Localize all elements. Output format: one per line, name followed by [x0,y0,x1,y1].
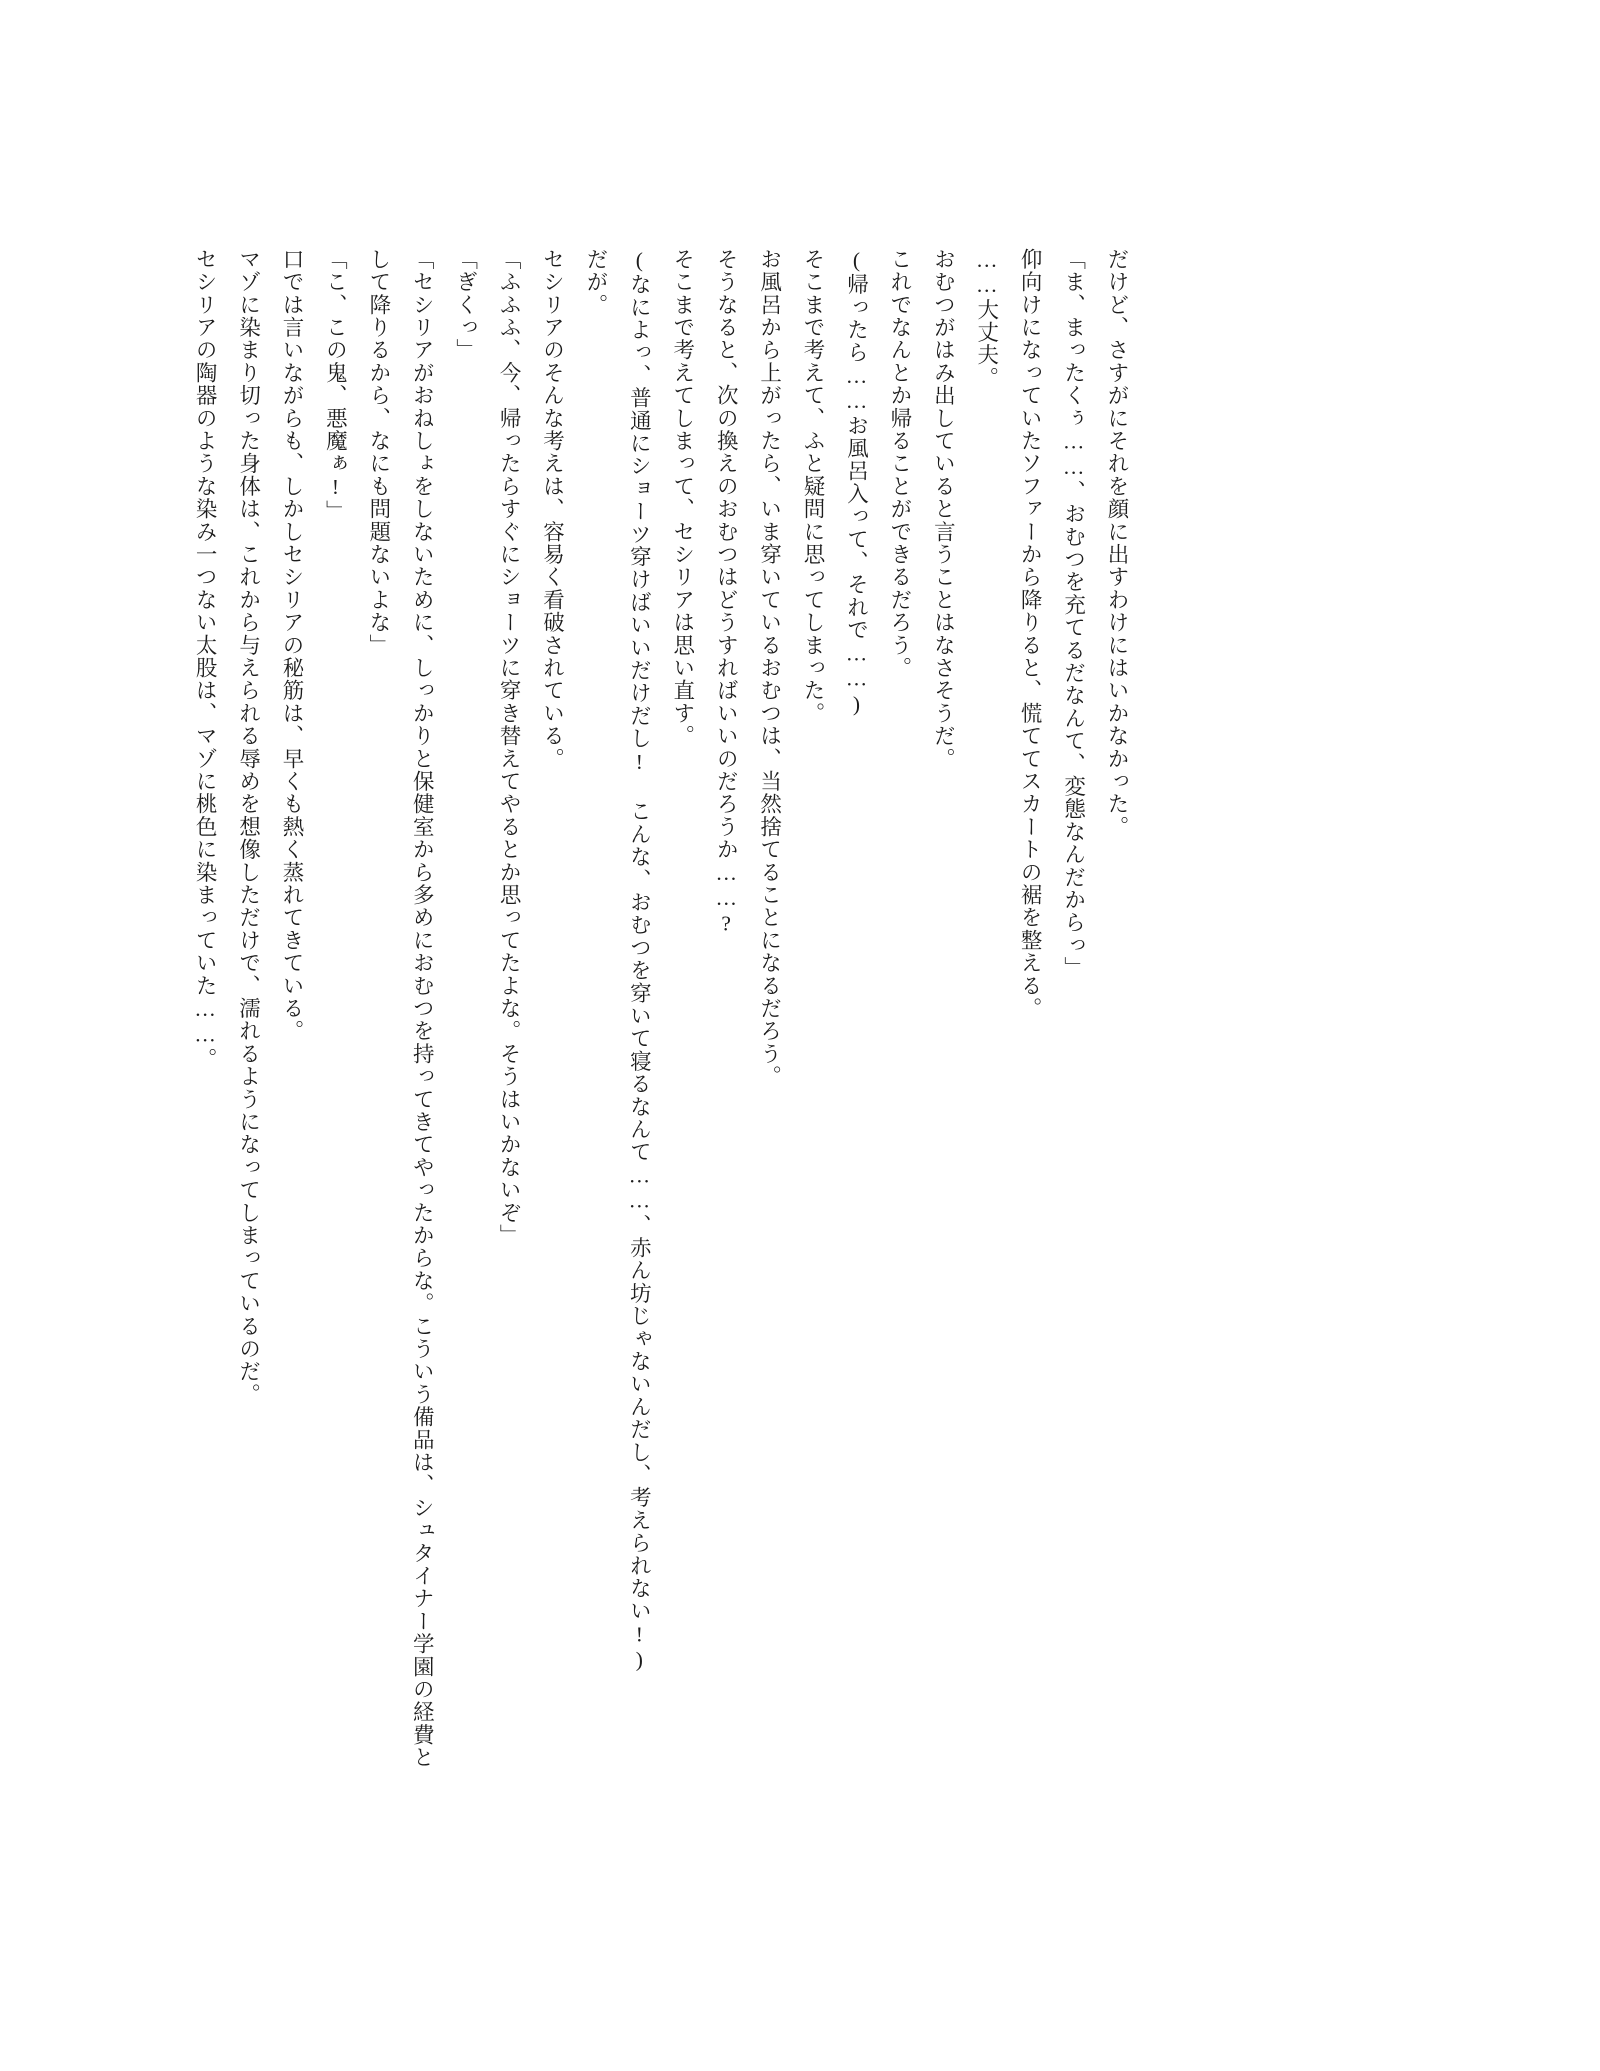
paragraph: 「ま、まったくぅ……、おむつを充てるだなんて、変態なんだからっ」 [1061,248,1086,980]
paragraph: これでなんとか帰ることができるだろう。 [887,248,912,680]
paragraph: マゾに染まり切った身体は、これから与えられる辱めを想像しただけで、濡れるようになってしまっているのだ。 [236,248,261,1406]
paragraph: そこまで考えてしまって、セシリアは思い直す。 [670,248,695,748]
novel-body-text [193,248,1138,1788]
paragraph: 「セシリアがおねしょをしないために、しっかりと保健室から多めにおむつを持ってきてやったからな。こういう備品は、シュタイナー学園の経費として降りるから、なにも問題ないよな」 [366,248,435,1769]
paragraph: 仰向けになっていたソファーから降りると、慌ててスカートの裾を整える。 [1018,248,1043,1020]
paragraph: セシリアの陶器のような染み一つない太股は、マゾに桃色に染まっていた……。 [193,248,218,1071]
paragraph: そうなると、次の換えのおむつはどうすればいいのだろうか……? [714,248,739,937]
paragraph: 「ふふふ、今、帰ったらすぐにショーツに穿き替えてやるとか思ってたよな。そうはいかないぞ」 [497,248,522,1247]
paragraph: (帰ったら……お風呂入って、それで……) [844,248,869,717]
paragraph: (なによっ、普通にショーツ穿けばいいだけだし! こんな、おむつを穿いて寝るなんて……、赤ん坊じゃないんだし、考えられない!) [627,248,652,1673]
paragraph: おむつがはみ出していると言うことはなさそうだ。 [931,248,956,771]
paragraph: だが。 [583,248,608,317]
paragraph: お風呂から上がったら、いま穿いているおむつは、当然捨てることになるだろう。 [757,248,782,1088]
paragraph: ……大丈夫。 [974,248,999,390]
paragraph: セシリアのそんな考えは、容易く看破されている。 [540,248,565,771]
paragraph: だけど、さすがにそれを顔に出すわけにはいかなかった。 [1105,248,1129,839]
paragraph: そこまで考えて、ふと疑問に思ってしまった。 [801,248,826,725]
paragraph: 「こ、この鬼、悪魔ぁ!」 [323,248,348,523]
paragraph: 「ぎくっ」 [453,248,478,362]
paragraph: 口では言いながらも、しかしセシリアの秘筋は、早くも熱く蒸れてきている。 [279,248,304,1043]
